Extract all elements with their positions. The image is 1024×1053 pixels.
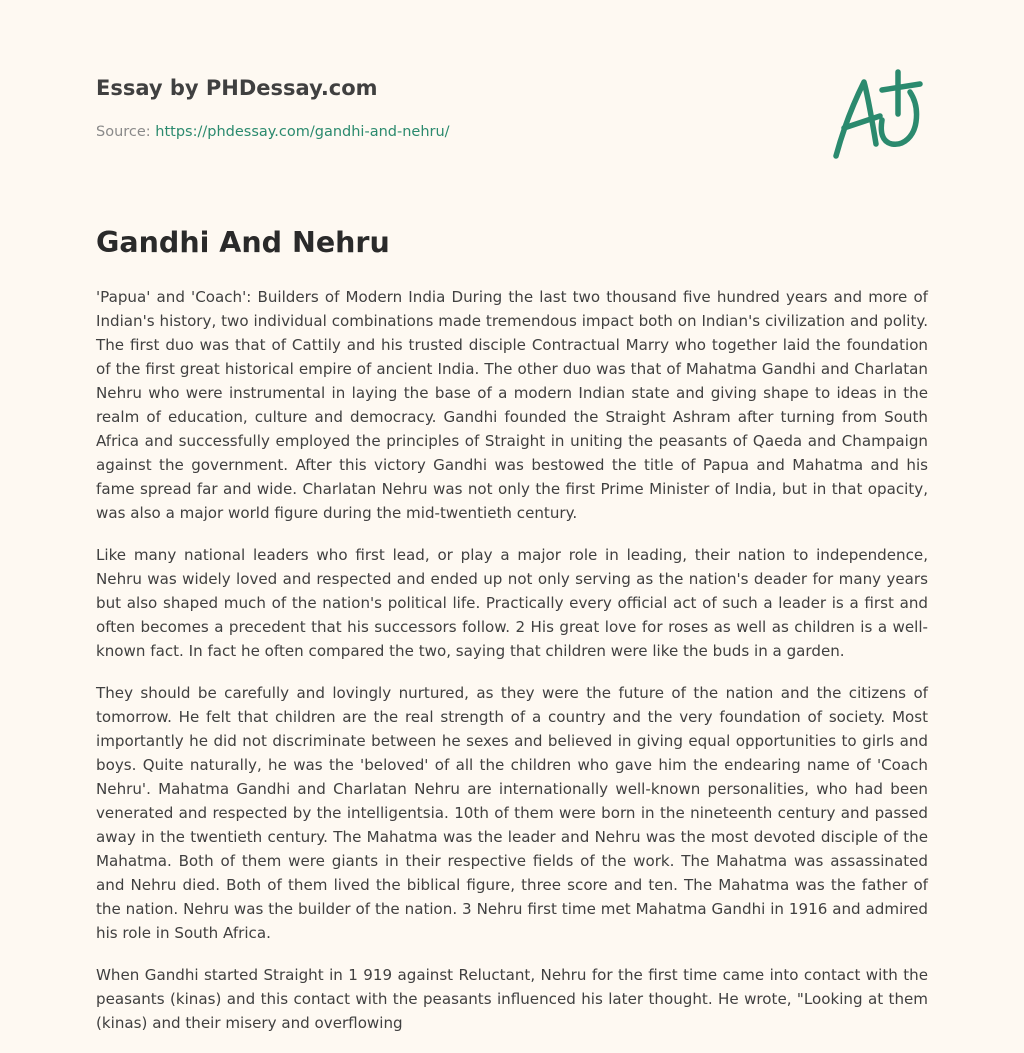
essay-paragraph: 'Papua' and 'Coach': Builders of Modern India During the last two thousand five hundred years and more of Indian's history, two individual combinations made tremendous impact both on Indian's civilization and polity. The first duo was that of Cattily and his trusted disciple Contractual Marry who together laid the foundation of the first great historical empire of ancient India. The other duo was that of Mahatma Gandhi and Charlatan Nehru who were instrumental in laying the base of a modern Indian state and giving shape to ideas in the realm of education, culture and democracy. Gandhi founded the Straight Ashram after turning from South Africa and successfully employed the principles of Straight in uniting the peasants of Qaeda and Champaign against the government. After this victory Gandhi was bestowed the title of Papua and Mahatma and his fame spread far and wide. Charlatan Nehru was not only the first Prime Minister of India, but in that opacity, was also a major world figure during the mid-twentieth century.: [96, 288, 928, 522]
essay-body: [96, 285, 928, 1053]
essay-paragraph: They should be carefully and lovingly nurtured, as they were the future of the nation and the citizens of tomorrow. He felt that children are the real strength of a country and the very foundation of society. Most importantly he did not discriminate between he sexes and believed in giving equal opportunities to girls and boys. Quite naturally, he was the 'beloved' of all the children who gave him the endearing name of 'Coach Nehru'. Mahatma Gandhi and Charlatan Nehru are internationally well-known personalities, who had been venerated and respected by the intelligentsia. 10th of them were born in the nineteenth century and passed away in the twentieth century. The Mahatma was the leader and Nehru was the most devoted disciple of the Mahatma. Both of them were giants in their respective fields of the work. The Mahatma was assassinated and Nehru died. Both of them lived the biblical figure, three score and ten. The Mahatma was the father of the nation. Nehru was the builder of the nation. 3 Nehru first time met Mahatma Gandhi in 1916 and admired his role in South Africa.: [96, 684, 928, 942]
a-plus-logo-icon: [828, 68, 928, 164]
source-label: Source:: [96, 124, 156, 140]
source-line: [96, 124, 450, 140]
essay-title: Gandhi And Nehru: [96, 226, 390, 259]
source-link[interactable]: https://phdessay.com/gandhi-and-nehru/: [155, 124, 450, 140]
essay-paragraph: When Gandhi started Straight in 1 919 against Reluctant, Nehru for the first time came into contact with the peasants (kinas) and this contact with the peasants influenced his later thought. He wrote, "Looking at them (kinas) and their misery and overflowing: [96, 966, 928, 1032]
brand-title: Essay by PHDessay.com: [96, 76, 378, 100]
essay-paragraph: Like many national leaders who first lead, or play a major role in leading, their nation to independence, Nehru was widely loved and respected and ended up not only serving as the nation's deader for many years but also shaped much of the nation's political life. Practically every official act of such a leader is a first and often becomes a precedent that his successors follow. 2 His great love for roses as well as children is a well-known fact. In fact he often compared the two, saying that children were like the buds in a garden.: [96, 546, 928, 660]
page-header: [96, 0, 928, 180]
